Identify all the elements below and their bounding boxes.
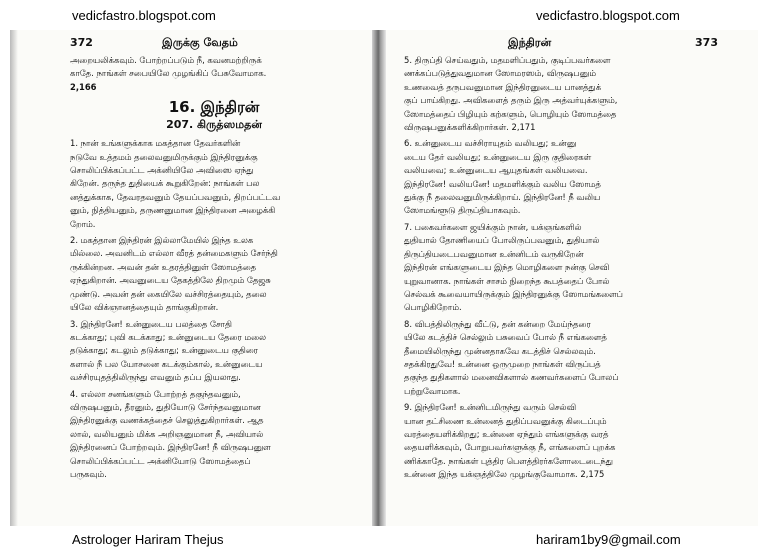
verse-line: கிறேன். தருந்த துதியைக் கூறுகிறேன்: நாங்கள் பல [70,178,260,189]
verse-line: சொலிப்பிக்கப்பட்ட அக்னியிலே அவிஸை ஏந்து [70,165,254,176]
verse-line: ணிக்காதே. நாங்கள் புத்திர பௌத்திரர்களோடைடைந்து [404,455,613,466]
left-page-number: 372 [70,36,93,49]
right-verse-5 [404,54,718,134]
left-verse-3 [70,318,358,385]
watermark-top-right: vedicfastro.blogspot.com [536,8,680,23]
verse-line: துக்கு நீ தலைவனுமிருக்கிறாய். இந்திரனே! நீ வலிய [404,192,601,203]
verse-line: முண்டு. அவன் தன் கையிலே வச்சிரத்தையும், தலை [70,288,267,299]
verse-line: ஏந்துகிறான். அவனுடைய தேகத்திலே திறமும் தேஜசு [70,275,271,286]
verse-line: வலியவை; உன்னுடைய ஆயுதங்கள் வலியவை. [404,165,588,176]
verse-line: பொழிகிறோம். [404,302,462,313]
left-verse-2 [70,234,358,314]
left-page [10,30,372,526]
verse-line: சொலிப்பிக்கப்பட்ட அக்னியோடு ஸோமத்தைப் [70,455,251,466]
verse-line: விருஷபனும், தீரனும், துதியோடு சேர்ந்தவனுமான [70,401,261,412]
right-verse-6 [404,137,718,217]
right-page-header [404,36,718,52]
verse-line: ஸோமத்தைப் பிழியும் கற்களும், பொழியும் ஸோமத்தை [404,108,617,119]
verse-line: யிலே விக்ஞானத்தையும் தாங்குகிறான். [70,302,219,313]
verse-line: 6. உன்னுடைய வச்சிராயுதம் வலியது; உன்னு [404,138,577,149]
footer-author: Astrologer Hariram Thejus [72,532,224,547]
verse-line: உணவைத் தருபவனுமான இந்திரனுடைய பானத்துக் [404,81,602,92]
verse-line: 7. பகைவர்களை ஜயிக்கும் நான், யக்ஞங்களில் [404,221,582,232]
verse-line: றோம். [70,218,96,229]
right-page-number: 373 [695,36,718,49]
verse-line: ணக்கப்படுத்துவதுமான ஸோமரஸம், விருஷபனும் [404,68,596,79]
verse-line: தையளிக்கவும், போறுபவர்களுக்கு நீ, எங்களைப் புறக்க [404,442,616,453]
left-verse-4 [70,388,358,482]
verse-line: மில்லை. அவனிடம் எல்லா வீரத் தன்மைகளும் சேர்ந்தி [70,248,278,259]
verse-line: 4. எல்லா சனங்களும் போற்றத் தகுந்தவனும், [70,388,241,399]
verse-line: சதக்கிரதுவே! உன்னை ஒருமுறை நாங்கள் விருப்பத் [404,358,601,369]
left-page-header [70,36,358,52]
verse-line: திருப்தியடைபவனுமான உன்னிடம் வருகிறேன் [404,248,584,259]
right-verse-8 [404,318,718,398]
verse-line: துதியால் தோணியைப் போலிருப்பவனும், துதியால் [404,235,600,246]
footer-email: hariram1by9@gmail.com [536,532,681,547]
verse-line: னும், நித்தியனும், தருணனுமான இந்திரனை அழைக்கி [70,205,276,216]
left-intro [70,54,358,94]
verse-line: தகுந்த துதிகளால் மனைவிகளால் கணவர்களைப் போலப் [404,372,619,383]
verse-line: லால், வலியனும் மிக்க அறிஞனுமான நீ, அவியால் [70,428,264,439]
verse-line: 8. விபத்திலிருந்து வீட்டு, தன் கன்றை மேய்ந்தரை [404,318,591,329]
verse-line: செல்வக் கூவையாயிருக்கும் இந்திரனுக்கு ஸோமங்களைப் [404,288,623,299]
verse-line: தடுக்காது; கடலும் தடுக்காது; உன்னுடைய குதிரை [70,345,258,356]
verse-line: பருகவும். [70,468,107,479]
intro-reference: 2,166 [70,81,97,92]
page-edge-shadow [10,30,18,526]
verse-line: கடக்காது; புவி கடக்காது; உன்னுடைய தேரை மலை [70,331,266,342]
verse-line: இந்திரன் எங்களுடைய இந்த மொழிகளை நன்கு செவி [404,262,610,273]
left-verse-1 [70,137,358,231]
right-running-title: இந்திரன் [508,36,552,49]
verse-line: னத்துக்காக, தேவரதவனும் தேயப்பவனும், திறப்பட்டவ [70,191,281,202]
verse-line: 1. நான் உங்களுக்காக மகத்தான தேவர்களின் [70,138,241,149]
hymn-title: 207. கிருத்ஸமதன் [166,118,262,132]
verse-line: யான தட்சிணை உன்னைத் துதிப்பவனுக்கு கிடைப்பும் [404,415,607,426]
verse-line: டைய தேர் வலியது; உன்னுடைய இரு குதிரைகள் [404,151,592,162]
verse-line: களால் நீ பல யோசனை கடக்கும்கால், உன்னுடைய [70,358,263,369]
verse-line: பற்றுவோமாக. [404,385,461,396]
verse-line: குப் பாய்கிறது. அவிகளைத் தரும் இரு அத்வர்யுக்களும், [404,95,618,106]
verse-line: இந்திரனுக்கு வணக்கத்தைச் செலுத்துகிறார்கள். ஆத [70,415,264,426]
verse-line: நடுவே உத்தமம் தலைவனுமிருக்கும் இந்திரனுக்கு [70,151,258,162]
verse-line: வரத்தையளிக்கிறது; உன்னை ஏந்தும் எங்களுக்கு வரத் [404,428,609,439]
verse-line: யுறுவானாக. நாங்கள் சாசம் நிறைந்த கூபத்தைப் போல் [404,275,610,286]
verse-line: ஸோமங்ளூடு திருப்தியாகவும். [404,205,521,216]
verse-line: இந்திரனே! வலியனே! மதமளிக்கும் வலிய ஸோமத் [404,178,601,189]
verse-line: தீமையிலிருந்து முன்னதாகவே கடத்திச் செல்லவும். [404,345,596,356]
verse-line: இந்திரனைப் போற்றவும். இந்திரனே! நீ விருஷபனுள [70,442,271,453]
intro-line: அறையலிக்கவும். போற்றப்படும் நீ, கவனமற்றிருக் [70,55,262,65]
verse-line: ருக்கின்றன. அவன் தன் உதரத்தினுள் ஸோமத்தை [70,261,257,272]
right-verse-7 [404,221,718,315]
verse-line: விருஷபனுக்களிக்கிறார்கள். 2,171 [404,122,536,133]
verse-line: 9. இந்திரனே! உன்னிடமிருந்து வரும் செல்வி [404,402,576,413]
verse-line: 5. திருப்தி செய்வதும், மதமளிப்பதும், குடிப்பவர்களை [404,55,611,65]
verse-line: யிலே கடத்திச் செல்லும் பசுவைப் போல் நீ எங்களைத் [404,332,607,343]
verse-line: உன்னை இந்த யக்ஞத்திலே முழங்குவோமாக. 2,175 [404,469,605,480]
verse-line: 3. இந்திரனே! உன்னுடைய பலத்தை சோதி [70,318,232,329]
intro-line: காதே. நாங்கள் சபையிலே முழங்கிப் பேசுவோமாக. [70,68,267,79]
watermark-top-left: vedicfastro.blogspot.com [72,8,216,23]
right-page [386,30,758,526]
right-verse-9 [404,401,718,481]
book-spine [372,30,386,526]
verse-line: வச்சிரயுதத்திலிருந்து எவனும் தப்ப இயலாது. [70,372,241,383]
verse-line: 2. மகத்தான இந்திரன் இல்லாமேயில் இந்த உலக [70,235,254,246]
left-running-title: இருக்கு வேதம் [162,36,238,49]
chapter-title: 16. இந்திரன் [168,98,260,117]
